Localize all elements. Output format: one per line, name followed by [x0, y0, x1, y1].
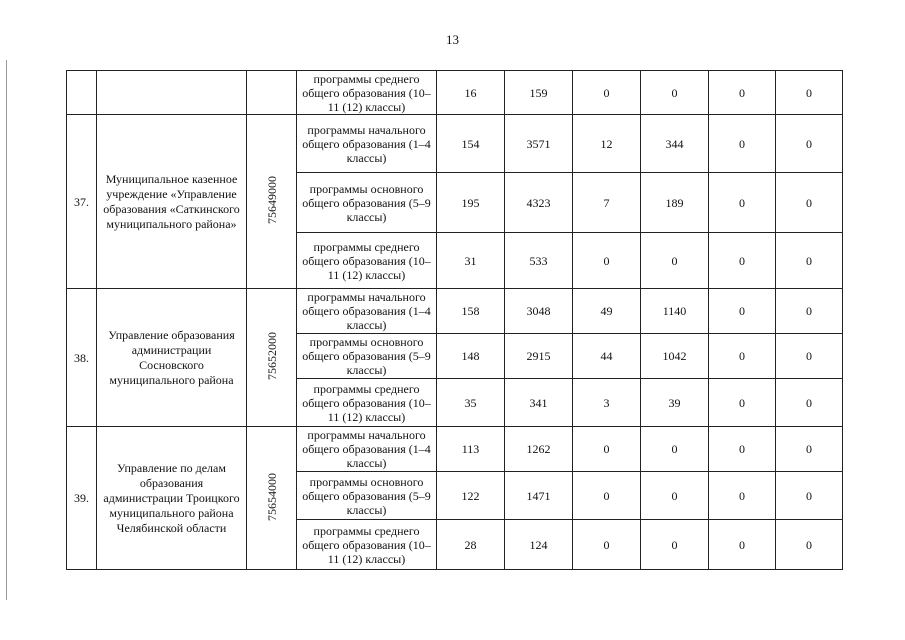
value-cell: 1042 — [641, 334, 709, 379]
code-text: 75654000 — [264, 472, 279, 521]
program-cell: программы основного общего образования (5–9 классы) — [297, 334, 437, 379]
value-cell: 12 — [573, 115, 641, 173]
value-cell: 1262 — [505, 427, 573, 472]
data-table — [66, 70, 843, 570]
scan-edge-line — [6, 60, 7, 600]
value-cell: 189 — [641, 173, 709, 233]
program-cell: программы начального общего образования (1–4 классы) — [297, 427, 437, 472]
number-cell: 38. — [67, 289, 97, 427]
table-row — [67, 289, 843, 334]
value-cell: 0 — [709, 71, 776, 115]
number-cell: 39. — [67, 427, 97, 570]
page-number: 13 — [446, 32, 459, 47]
value-cell: 195 — [437, 173, 505, 233]
value-cell: 0 — [776, 173, 843, 233]
value-cell: 124 — [505, 520, 573, 570]
table-row — [67, 427, 843, 472]
value-cell: 0 — [776, 520, 843, 570]
value-cell: 0 — [709, 115, 776, 173]
value-cell: 158 — [437, 289, 505, 334]
organization-cell — [97, 71, 247, 115]
number-cell — [67, 71, 97, 115]
code-cell — [247, 115, 297, 289]
value-cell: 0 — [641, 472, 709, 520]
value-cell: 148 — [437, 334, 505, 379]
table-row — [67, 115, 843, 173]
code-text: 75652000 — [264, 332, 279, 380]
value-cell: 0 — [776, 289, 843, 334]
value-cell: 35 — [437, 379, 505, 427]
value-cell: 0 — [641, 427, 709, 472]
value-cell: 0 — [776, 472, 843, 520]
value-cell: 0 — [573, 71, 641, 115]
value-cell: 28 — [437, 520, 505, 570]
number-cell: 37. — [67, 115, 97, 289]
program-cell: программы среднего общего образования (10–11 (12) классы) — [297, 520, 437, 570]
value-cell: 113 — [437, 427, 505, 472]
value-cell: 0 — [709, 289, 776, 334]
value-cell: 0 — [641, 520, 709, 570]
value-cell: 0 — [573, 233, 641, 289]
value-cell: 3571 — [505, 115, 573, 173]
value-cell: 159 — [505, 71, 573, 115]
code-cell — [247, 289, 297, 427]
value-cell: 0 — [776, 71, 843, 115]
value-cell: 0 — [776, 115, 843, 173]
value-cell: 39 — [641, 379, 709, 427]
value-cell: 0 — [709, 472, 776, 520]
value-cell: 3048 — [505, 289, 573, 334]
value-cell: 0 — [709, 233, 776, 289]
value-cell: 1471 — [505, 472, 573, 520]
value-cell: 1140 — [641, 289, 709, 334]
value-cell: 0 — [709, 173, 776, 233]
value-cell: 344 — [641, 115, 709, 173]
value-cell: 0 — [709, 427, 776, 472]
value-cell: 0 — [573, 427, 641, 472]
value-cell: 3 — [573, 379, 641, 427]
organization-cell: Управление образования администрации Сосновского муниципального района — [97, 289, 247, 427]
value-cell: 0 — [776, 427, 843, 472]
program-cell: программы начального общего образования (1–4 классы) — [297, 115, 437, 173]
value-cell: 0 — [641, 71, 709, 115]
program-cell: программы начального общего образования (1–4 классы) — [297, 289, 437, 334]
table-row — [67, 71, 843, 115]
program-cell: программы основного общего образования (5–9 классы) — [297, 173, 437, 233]
value-cell: 4323 — [505, 173, 573, 233]
program-cell: программы среднего общего образования (10–11 (12) классы) — [297, 379, 437, 427]
value-cell: 0 — [573, 472, 641, 520]
value-cell: 31 — [437, 233, 505, 289]
value-cell: 122 — [437, 472, 505, 520]
value-cell: 341 — [505, 379, 573, 427]
value-cell: 533 — [505, 233, 573, 289]
program-cell: программы среднего общего образования (10–11 (12) классы) — [297, 233, 437, 289]
value-cell: 0 — [573, 520, 641, 570]
code-cell — [247, 71, 297, 115]
code-text: 75649000 — [264, 176, 279, 224]
program-cell: программы среднего общего образования (10–11 (12) классы) — [297, 71, 437, 115]
value-cell: 0 — [776, 334, 843, 379]
program-cell: программы основного общего образования (5–9 классы) — [297, 472, 437, 520]
value-cell: 0 — [709, 379, 776, 427]
value-cell: 44 — [573, 334, 641, 379]
organization-cell: Муниципальное казенное учреждение «Управление образования «Саткинского муниципального района» — [97, 115, 247, 289]
value-cell: 0 — [709, 334, 776, 379]
value-cell: 0 — [776, 233, 843, 289]
value-cell: 2915 — [505, 334, 573, 379]
value-cell: 16 — [437, 71, 505, 115]
value-cell: 7 — [573, 173, 641, 233]
value-cell: 49 — [573, 289, 641, 334]
code-cell — [247, 427, 297, 570]
organization-cell: Управление по делам образования администрации Троицкого муниципального района Челябинской области — [97, 427, 247, 570]
value-cell: 0 — [641, 233, 709, 289]
value-cell: 0 — [709, 520, 776, 570]
value-cell: 154 — [437, 115, 505, 173]
value-cell: 0 — [776, 379, 843, 427]
